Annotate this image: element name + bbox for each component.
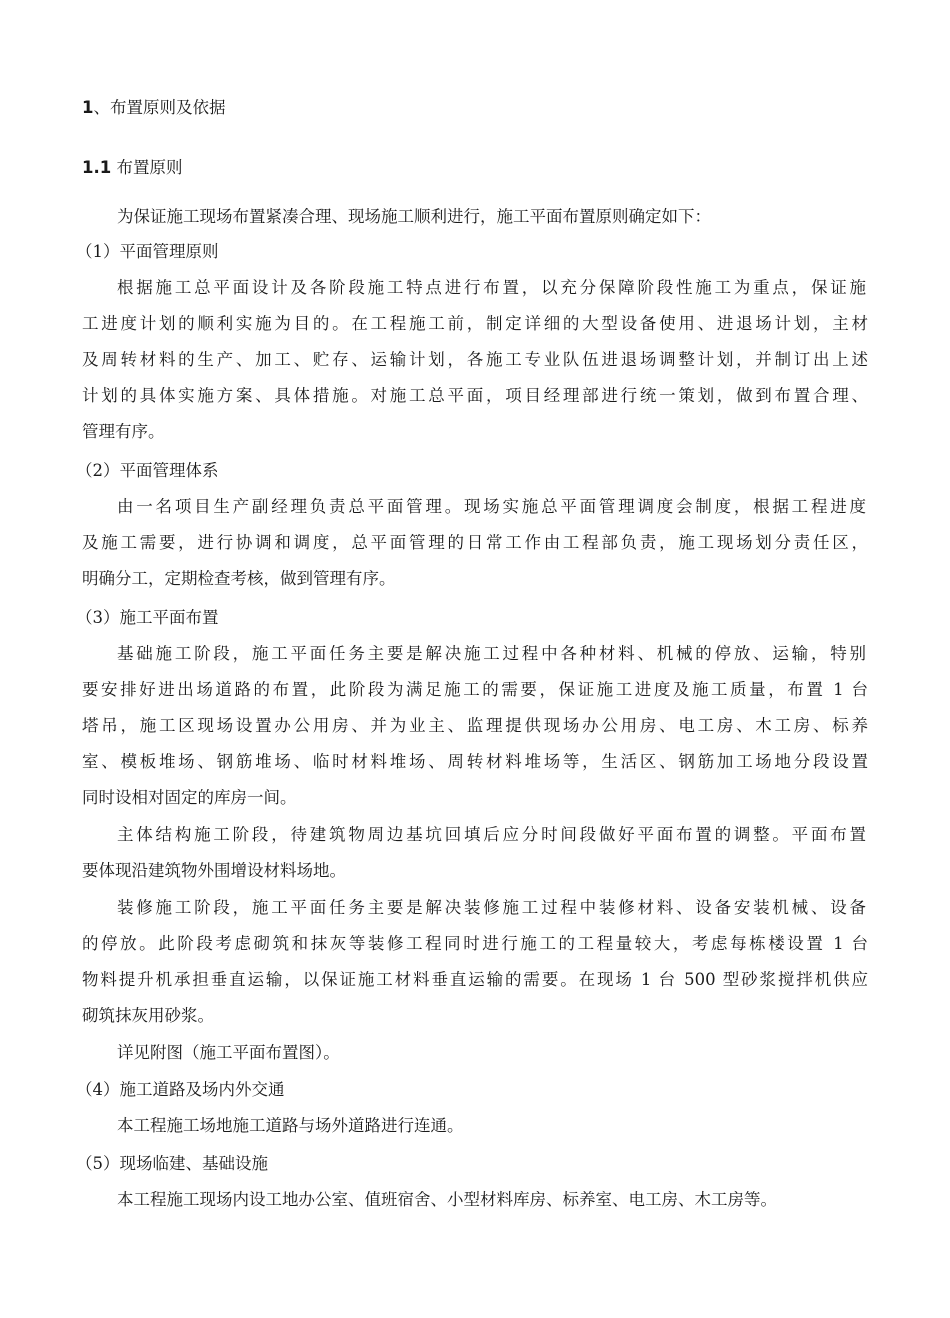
paragraph-line: 详见附图（施工平面布置图）。 (117, 1043, 340, 1062)
paragraph-line: 基础施工阶段，施工平面任务主要是解决施工过程中各种材料、机械的停放、运输，特别 (117, 644, 866, 663)
paragraph-line: 塔吊，施工区现场设置办公用房、并为业主、监理提供现场办公用房、电工房、木工房、标养 (82, 716, 868, 735)
paragraph-line: 本工程施工场地施工道路与场外道路进行连通。 (117, 1116, 464, 1135)
subsection-title: 布置原则 (111, 158, 183, 177)
section-number: 1 (82, 98, 94, 117)
paragraph-line: 砌筑抹灰用砂浆。 (82, 1006, 214, 1025)
section-heading (82, 97, 225, 119)
intro-paragraph: 为保证施工现场布置紧凑合理、现场施工顺利进行，施工平面布置原则确定如下： (117, 207, 711, 226)
item-heading-2: （2）平面管理体系 (76, 461, 219, 480)
item-heading-4: （4）施工道路及场内外交通 (76, 1080, 285, 1099)
subsection-heading (82, 157, 182, 179)
paragraph-line: 要安排好进出场道路的布置，此阶段为满足施工的需要，保证施工进度及施工质量，布置 1 台 (82, 680, 868, 699)
paragraph-line: 根据施工总平面设计及各阶段施工特点进行布置，以充分保障阶段性施工为重点，保证施 (117, 278, 866, 297)
paragraph-line: 要体现沿建筑物外围增设材料场地。 (82, 861, 346, 880)
paragraph-line: 及周转材料的生产、加工、贮存、运输计划，各施工专业队伍进退场调整计划，并制订出上述 (82, 350, 868, 369)
paragraph-line: 本工程施工现场内设工地办公室、值班宿舍、小型材料库房、标养室、电工房、木工房等。 (117, 1190, 777, 1209)
paragraph-line: 同时设相对固定的库房一间。 (82, 788, 297, 807)
subsection-number: 1.1 (82, 158, 112, 177)
item-heading-1: （1）平面管理原则 (76, 242, 219, 261)
paragraph-line: 物料提升机承担垂直运输，以保证施工材料垂直运输的需要。在现场 1 台 500 型砂浆搅拌机供应 (82, 970, 868, 989)
paragraph-line: 装修施工阶段，施工平面任务主要是解决装修施工过程中装修材料、设备安装机械、设备 (117, 898, 866, 917)
section-title: 、布置原则及依据 (93, 98, 226, 117)
paragraph-line: 的停放。此阶段考虑砌筑和抹灰等装修工程同时进行施工的工程量较大，考虑每栋楼设置 1 台 (82, 934, 868, 953)
paragraph-line: 计划的具体实施方案、具体措施。对施工总平面，项目经理部进行统一策划，做到布置合理、 (82, 386, 868, 405)
paragraph-line: 由一名项目生产副经理负责总平面管理。现场实施总平面管理调度会制度，根据工程进度 (117, 497, 866, 516)
item-heading-5: （5）现场临建、基础设施 (76, 1154, 268, 1173)
paragraph-line: 管理有序。 (82, 422, 165, 441)
paragraph-line: 明确分工，定期检查考核，做到管理有序。 (82, 569, 396, 588)
paragraph-line: 室、模板堆场、钢筋堆场、临时材料堆场、周转材料堆场等，生活区、钢筋加工场地分段设置 (82, 752, 868, 771)
paragraph-line: 及施工需要，进行协调和调度，总平面管理的日常工作由工程部负责，施工现场划分责任区， (82, 533, 868, 552)
paragraph-line: 主体结构施工阶段，待建筑物周边基坑回填后应分时间段做好平面布置的调整。平面布置 (117, 825, 866, 844)
item-heading-3: （3）施工平面布置 (76, 608, 219, 627)
paragraph-line: 工进度计划的顺利实施为目的。在工程施工前，制定详细的大型设备使用、进退场计划，主材 (82, 314, 868, 333)
